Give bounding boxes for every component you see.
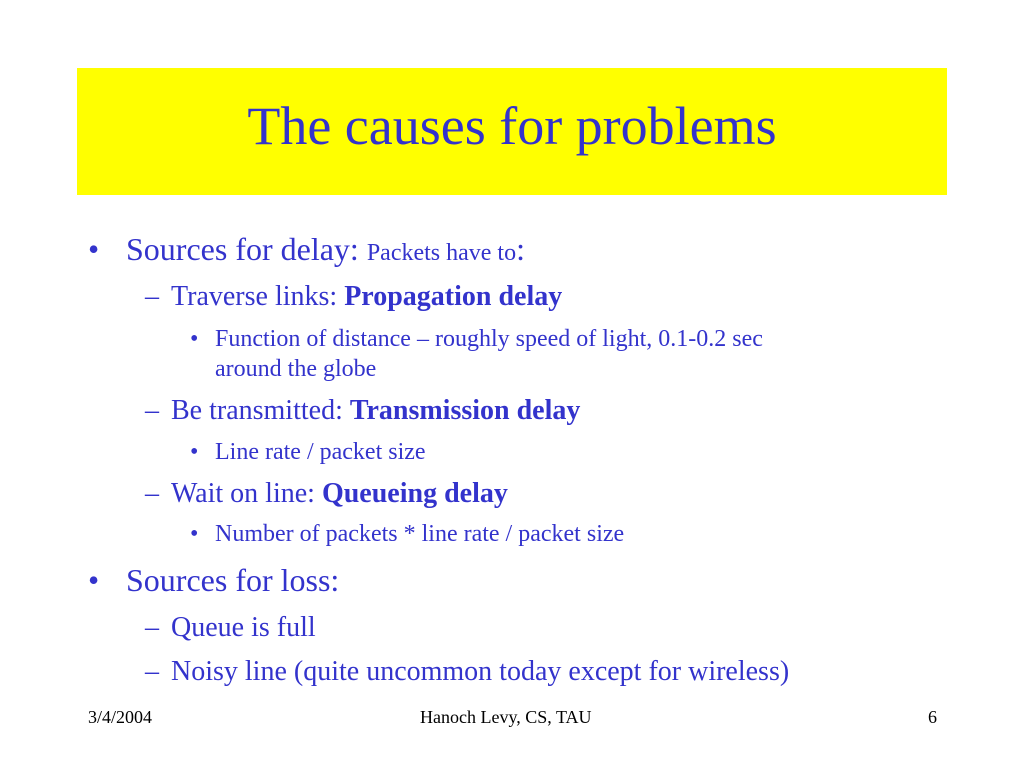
noisy-line-item: Noisy line (quite uncommon today except for wireless) (171, 656, 790, 687)
slide-title: The causes for problems (247, 95, 777, 156)
distance-line-2: around the globe (215, 356, 377, 382)
dash-marker: – (145, 281, 159, 312)
bullet-marker: • (190, 439, 199, 465)
transmit-prefix: Be transmitted: (171, 395, 350, 426)
dash-marker: – (145, 656, 159, 687)
queue-full-item: Queue is full (171, 612, 316, 643)
line-rate-item: Line rate / packet size (215, 439, 426, 465)
title-banner (77, 68, 947, 195)
wait-prefix: Wait on line: (171, 478, 322, 509)
delay-note: Packets have to (366, 240, 517, 266)
traverse-item (171, 283, 562, 311)
propagation-delay-term: Propagation delay (344, 281, 563, 312)
footer-author: Hanoch Levy, CS, TAU (420, 707, 592, 727)
dash-marker: – (145, 612, 159, 643)
bullet-marker: • (190, 521, 199, 547)
delay-heading: Sources for delay: (126, 231, 359, 267)
bullet-marker: • (88, 562, 100, 598)
queueing-delay-term: Queueing delay (321, 478, 508, 509)
distance-line-1: Function of distance – roughly speed of light, 0.1-0.2 sec (215, 326, 763, 352)
bullet-marker: • (190, 326, 199, 352)
loss-heading: Sources for loss: (126, 562, 340, 598)
dash-marker: – (145, 395, 159, 426)
footer-date: 3/4/2004 (88, 707, 153, 727)
footer-page-number: 6 (928, 707, 937, 727)
dash-marker: – (145, 478, 159, 509)
delay-colon: : (516, 231, 525, 267)
bullet-marker: • (88, 231, 100, 267)
traverse-prefix: Traverse links: (171, 281, 345, 312)
delay-bullet (126, 233, 525, 265)
transmission-delay-term: Transmission delay (349, 395, 581, 426)
wait-item (171, 480, 508, 508)
packets-count-item: Number of packets * line rate / packet size (215, 521, 625, 547)
transmit-item (171, 397, 580, 425)
